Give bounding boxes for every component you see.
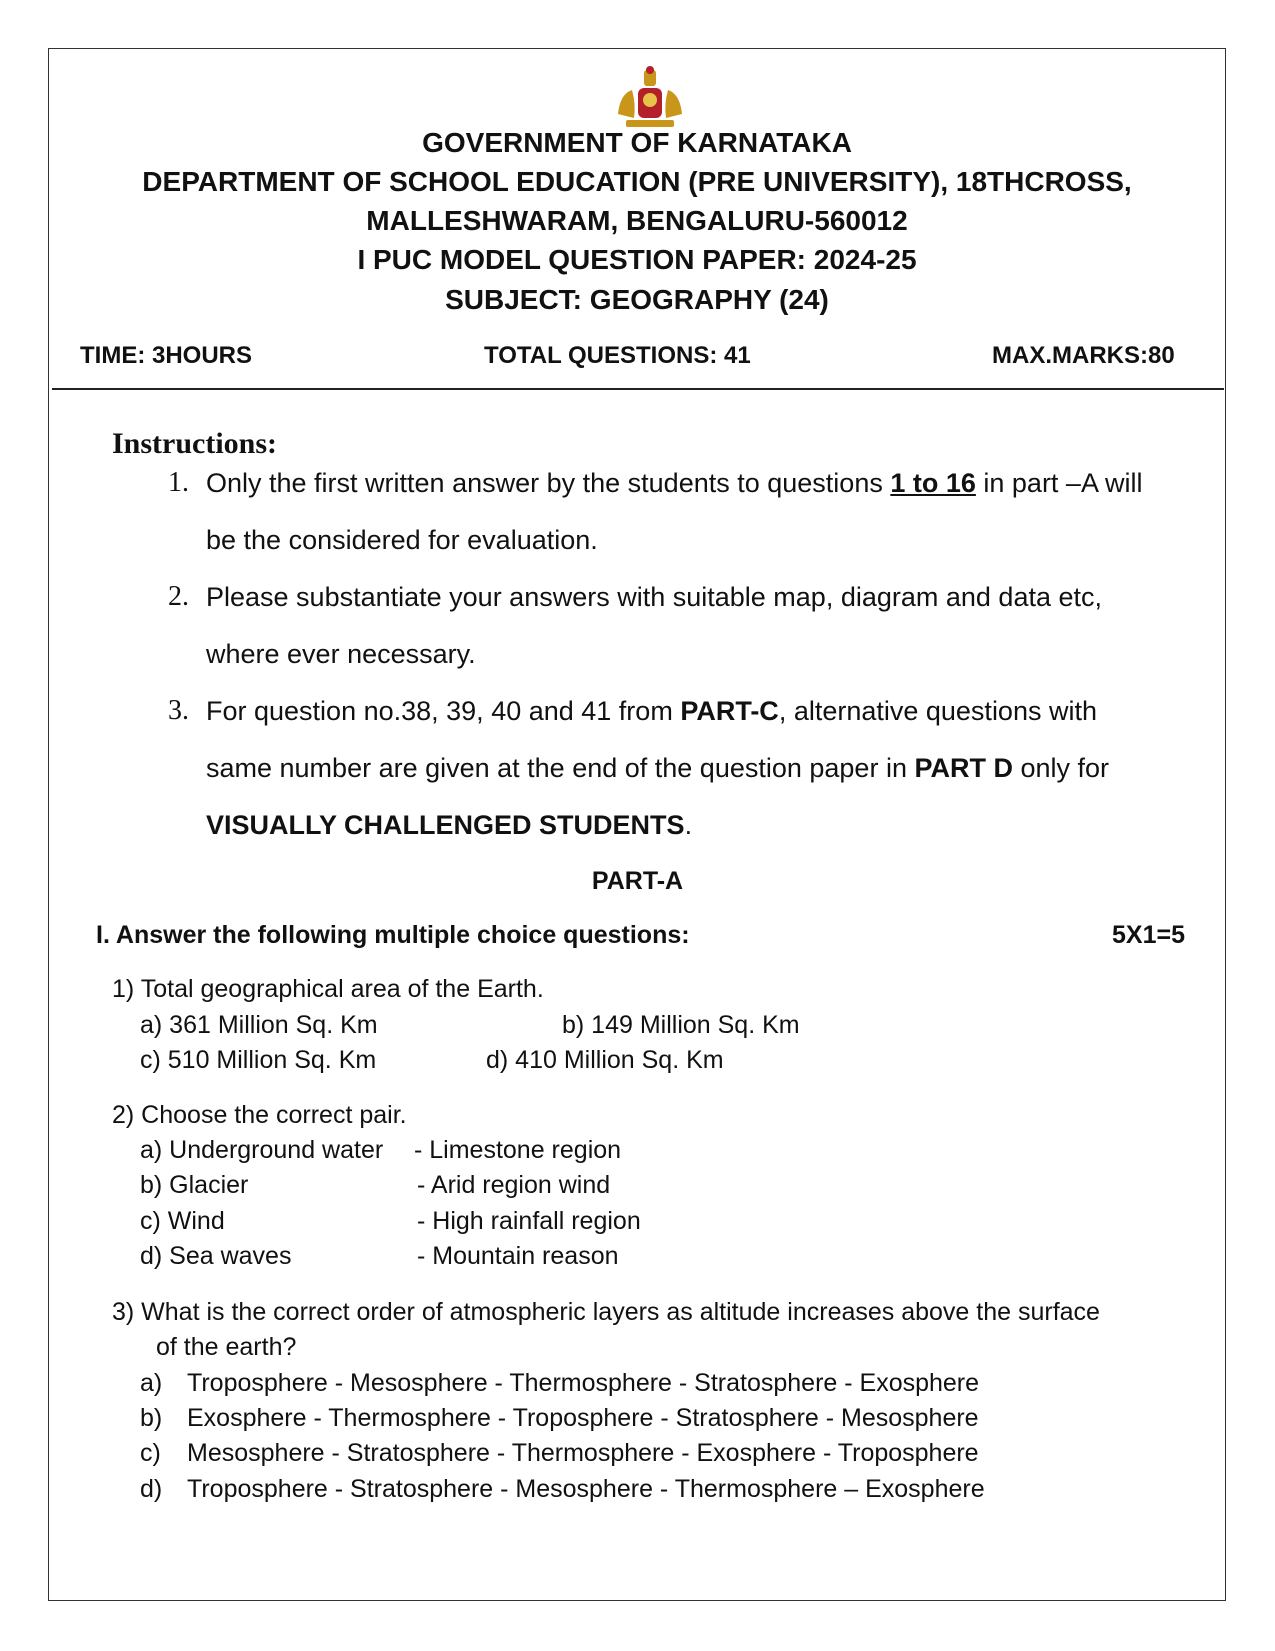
time-label: TIME: 3HOURS [80,342,253,369]
instruction-3-part-c: PART-C [680,696,779,726]
header-line-2: DEPARTMENT OF SCHOOL EDUCATION (PRE UNIVERSITY), 18THCROSS, [142,166,1132,197]
question-3-option-a-text: Troposphere - Mesosphere - Thermosphere - Stratosphere - Exosphere [187,1369,980,1397]
instruction-3-text-a: For question no.38, 39, 40 and 41 from [206,696,681,726]
instruction-2-line-2: where ever necessary. [206,639,476,669]
question-2-option-a-pair: - Limestone region [414,1136,622,1164]
question-2-option-c-pair: - High rainfall region [417,1207,641,1235]
section-1-marks: 5X1=5 [1112,921,1185,949]
question-1-option-d: d) 410 Million Sq. Km [486,1046,724,1074]
question-3-option-d-text: Troposphere - Stratosphere - Mesosphere - Thermosphere – Exosphere [187,1475,985,1503]
question-2-option-a-label: a) Underground water [140,1136,384,1164]
question-3-line-2: of the earth? [156,1333,297,1361]
question-2-option-b-pair: - Arid region wind [417,1171,611,1199]
question-3-option-c-text: Mesosphere - Stratosphere - Thermosphere - Exosphere - Troposphere [187,1439,979,1467]
question-3-option-a-label: a) [140,1369,163,1397]
instruction-1-range: 1 to 16 [890,468,976,498]
instruction-3-line-3 [206,810,692,841]
instruction-1-text-c: in part –A will [975,468,1143,498]
instruction-3-vcs: VISUALLY CHALLENGED STUDENTS [206,810,685,840]
section-1-heading: I. Answer the following multiple choice questions: [96,921,690,949]
instruction-3-text-e: only for [1012,753,1110,783]
question-2-option-d-label: d) Sea waves [140,1242,292,1270]
question-1-option-c: c) 510 Million Sq. Km [140,1046,377,1074]
instructions-title: Instructions: [112,427,278,460]
instruction-2-number: 2. [168,581,189,612]
question-1-option-b: b) 149 Million Sq. Km [562,1011,800,1039]
total-questions-label: TOTAL QUESTIONS: 41 [484,342,751,369]
instruction-2-line-1: Please substantiate your answers with suitable map, diagram and data etc, [206,582,1102,612]
question-2-option-c-label: c) Wind [140,1207,225,1235]
header-line-3: MALLESHWARAM, BENGALURU-560012 [366,205,908,236]
instruction-3-number: 3. [168,695,189,726]
header-line-5: SUBJECT: GEOGRAPHY (24) [445,284,829,315]
instruction-3-part-d: PART D [914,753,1013,783]
instruction-1-line-1 [206,468,1142,499]
question-2: 2) Choose the correct pair. [112,1101,407,1129]
instruction-1-line-2: be the considered for evaluation. [206,525,598,555]
question-3-option-d-label: d) [140,1475,163,1503]
instruction-3-line-2 [206,753,1109,784]
header-line-4: I PUC MODEL QUESTION PAPER: 2024-25 [357,244,917,275]
header-line-1: GOVERNMENT OF KARNATAKA [422,127,852,158]
max-marks-label: MAX.MARKS:80 [992,342,1175,369]
question-3-option-c-label: c) [140,1439,161,1467]
question-3-option-b-label: b) [140,1404,163,1432]
instruction-3-text-d: same number are given at the end of the question paper in [206,753,915,783]
instruction-3-text-c: , alternative questions with [778,696,1097,726]
question-1-option-a: a) 361 Million Sq. Km [140,1011,378,1039]
question-1: 1) Total geographical area of the Earth. [112,975,544,1003]
karnataka-emblem-icon [612,64,688,130]
question-3-option-b-text: Exosphere - Thermosphere - Troposphere - Stratosphere - Mesosphere [187,1404,979,1432]
instruction-3-line-1 [206,696,1097,727]
instruction-1-text-a: Only the first written answer by the students to questions [206,468,891,498]
instruction-1-number: 1. [168,467,189,498]
header-divider [52,388,1224,390]
question-2-option-b-label: b) Glacier [140,1171,249,1199]
part-a-title: PART-A [591,867,684,895]
question-3-line-1: 3) What is the correct order of atmospheric layers as altitude increases above the surface [112,1298,1100,1326]
instruction-3-period: . [684,810,693,840]
question-2-option-d-pair: - Mountain reason [417,1242,619,1270]
